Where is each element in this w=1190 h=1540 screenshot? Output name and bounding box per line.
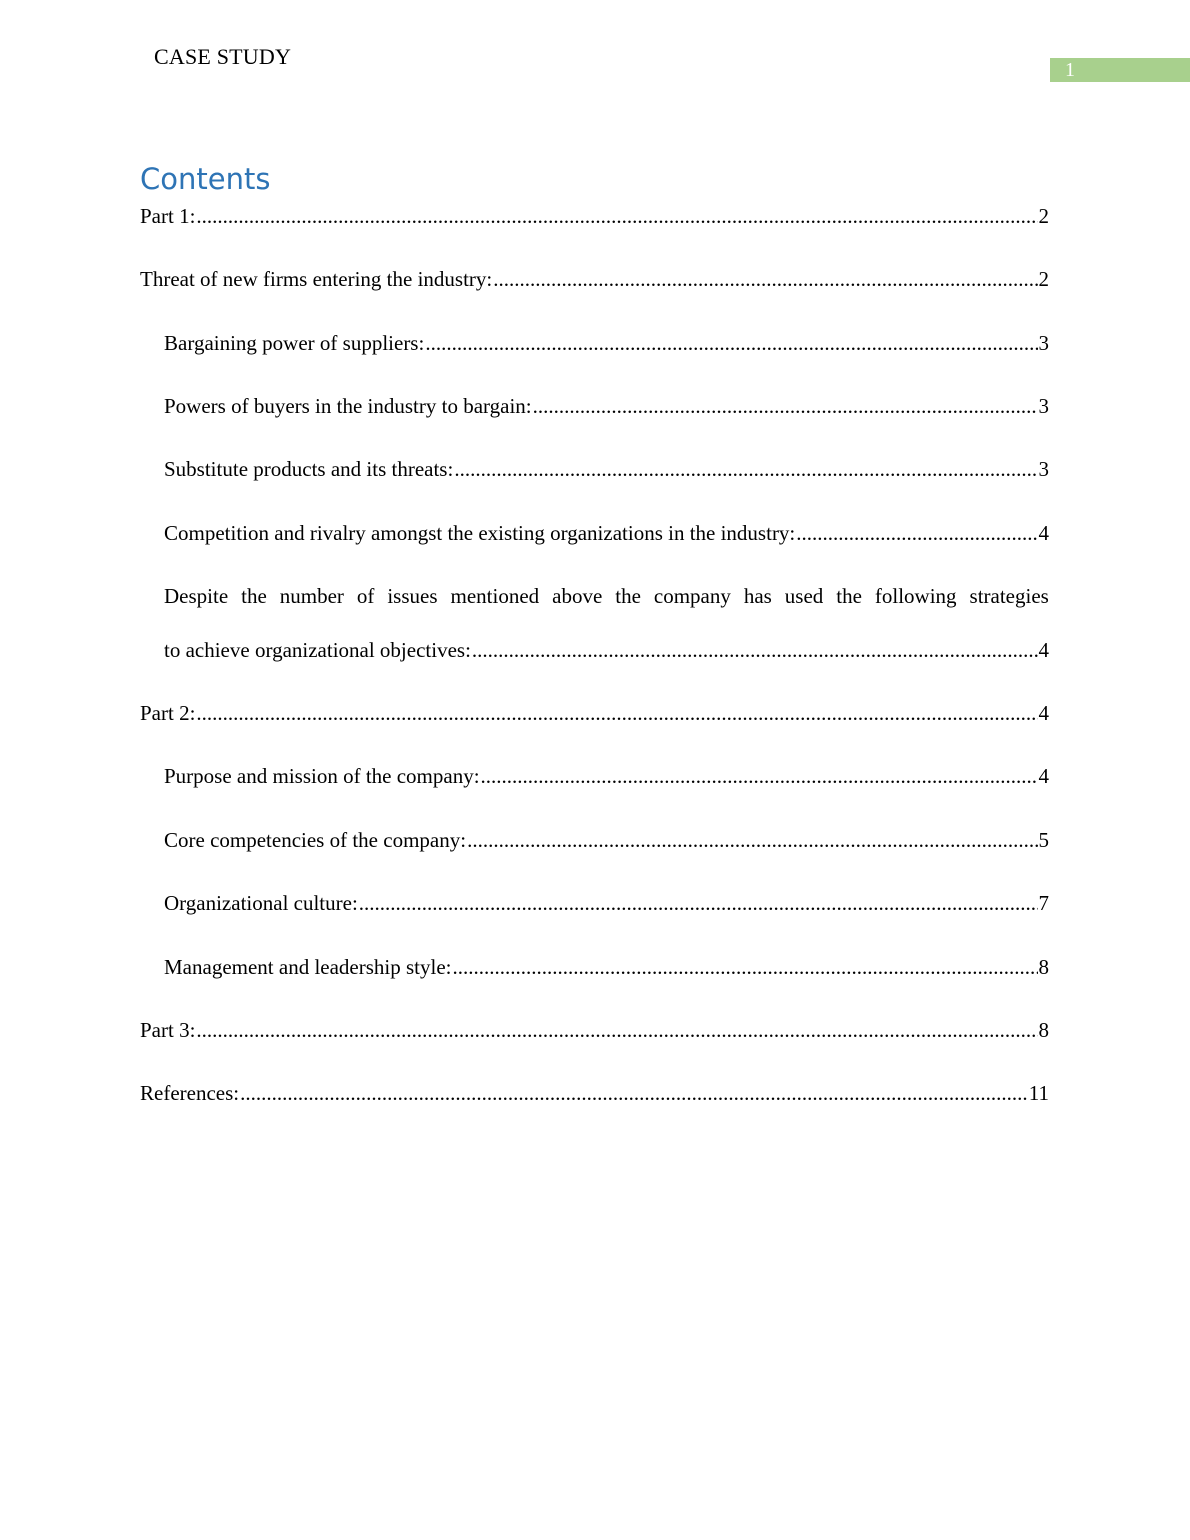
toc-dot-leader: [196, 701, 1037, 725]
toc-page-number: 8: [1038, 955, 1049, 979]
toc-entry-word: issues: [387, 584, 438, 608]
toc-entry-label: Substitute products and its threats:: [164, 457, 454, 481]
toc-entry-word: number: [279, 584, 344, 608]
toc-entry-management-leadership[interactable]: [164, 955, 1049, 979]
toc-page-number: 7: [1038, 891, 1049, 915]
toc-dot-leader: [453, 955, 1038, 979]
toc-entry-references[interactable]: [140, 1081, 1049, 1105]
toc-entry-label: Core competencies of the company:: [164, 828, 467, 852]
toc-entry-label: Competition and rivalry amongst the existing organizations in the industry:: [164, 521, 796, 545]
toc-page-number: 4: [1038, 701, 1049, 725]
toc-page-number: 3: [1038, 394, 1049, 418]
toc-entry-competition-rivalry[interactable]: [164, 521, 1049, 545]
toc-entry-word: above: [552, 584, 603, 608]
toc-dot-leader: [533, 394, 1038, 418]
toc-entry-word: used: [784, 584, 824, 608]
toc-dot-leader: [481, 764, 1038, 788]
toc-entry-organizational-culture[interactable]: [164, 891, 1049, 915]
toc-entry-word: strategies: [969, 584, 1049, 608]
toc-entry-label-line1: [164, 584, 1049, 608]
toc-entry-label: Part 2:: [140, 701, 196, 725]
toc-entry-powers-of-buyers[interactable]: [164, 394, 1049, 418]
toc-dot-leader: [196, 204, 1037, 228]
toc-entry-word: the: [241, 584, 267, 608]
toc-dot-leader: [425, 331, 1037, 355]
toc-entry-word: following: [874, 584, 957, 608]
toc-entry-label: to achieve organizational objectives:: [164, 638, 471, 662]
toc-page-number: 5: [1038, 828, 1049, 852]
toc-entry-word: mentioned: [450, 584, 540, 608]
toc-entry-word: company: [653, 584, 731, 608]
toc-entry-word: of: [356, 584, 375, 608]
toc-dot-leader: [454, 457, 1037, 481]
toc-entry-label: Purpose and mission of the company:: [164, 764, 480, 788]
toc-entry-core-competencies[interactable]: [164, 828, 1049, 852]
toc-entry-part-1[interactable]: [140, 204, 1049, 228]
toc-dot-leader: [359, 891, 1038, 915]
toc-entry-word: Despite: [164, 584, 229, 608]
toc-entry-threat-new-firms[interactable]: [140, 267, 1049, 291]
toc-entry-purpose-mission[interactable]: [164, 764, 1049, 788]
toc-dot-leader: [467, 828, 1037, 852]
toc-entry-word: has: [743, 584, 772, 608]
toc-page-number: 4: [1038, 764, 1049, 788]
toc-entry-part-3[interactable]: [140, 1018, 1049, 1042]
toc-page-number: 4: [1038, 638, 1049, 662]
toc-entry-label: Powers of buyers in the industry to bargain:: [164, 394, 532, 418]
toc-page-number: 2: [1038, 204, 1049, 228]
toc-page-number: 11: [1028, 1081, 1049, 1105]
toc-entry-label: Threat of new firms entering the industry:: [140, 267, 493, 291]
toc-dot-leader: [796, 521, 1037, 545]
toc-dot-leader: [196, 1018, 1037, 1042]
toc-entry-label: Organizational culture:: [164, 891, 358, 915]
toc-page-number: 3: [1038, 331, 1049, 355]
toc-dot-leader: [493, 267, 1037, 291]
toc-entry-label: Part 1:: [140, 204, 196, 228]
toc-entry-strategies[interactable]: [164, 584, 1049, 662]
toc-page-number: 3: [1038, 457, 1049, 481]
toc-page-number: 4: [1038, 521, 1049, 545]
toc-entry-word: the: [836, 584, 862, 608]
toc-dot-leader: [472, 638, 1038, 662]
toc-entry-label: Management and leadership style:: [164, 955, 452, 979]
running-header-title: CASE STUDY: [154, 44, 292, 69]
toc-entry-substitute-products[interactable]: [164, 457, 1049, 481]
contents-heading: Contents: [140, 162, 271, 196]
toc-entry-word: the: [615, 584, 641, 608]
toc-entry-line2: [164, 638, 1049, 662]
toc-entry-label: Bargaining power of suppliers:: [164, 331, 425, 355]
toc-entry-label: Part 3:: [140, 1018, 196, 1042]
toc-page-number: 8: [1038, 1018, 1049, 1042]
toc-entry-bargaining-suppliers[interactable]: [164, 331, 1049, 355]
toc-entry-label: References:: [140, 1081, 240, 1105]
toc-dot-leader: [240, 1081, 1028, 1105]
toc-entry-part-2[interactable]: [140, 701, 1049, 725]
page-number-badge: 1: [1050, 58, 1190, 82]
toc-page-number: 2: [1038, 267, 1049, 291]
